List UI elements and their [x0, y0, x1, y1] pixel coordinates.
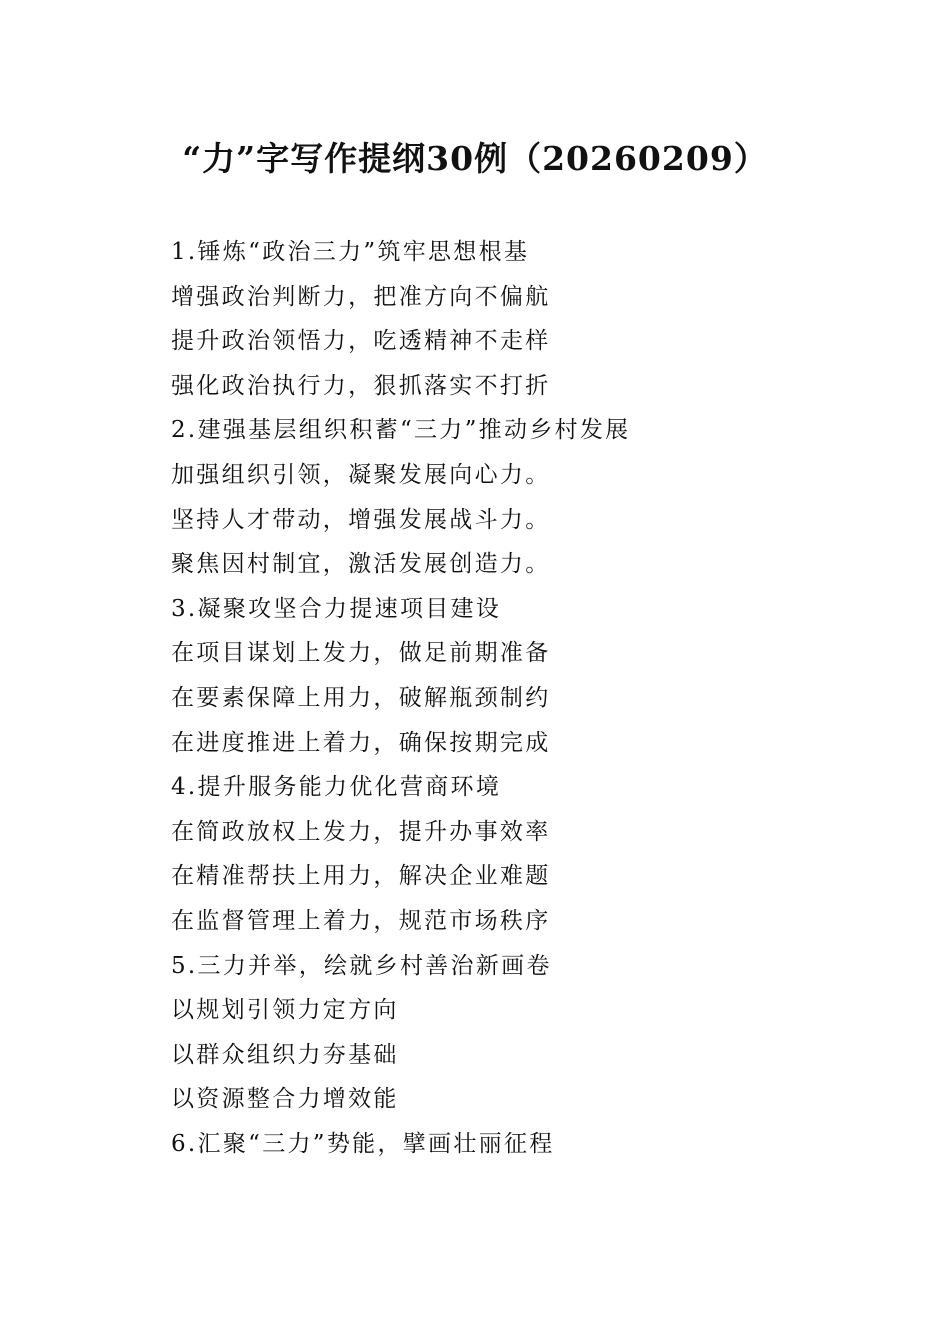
- outline-item: 在简政放权上发力，提升办事效率: [171, 818, 551, 845]
- outline-item: 在进度推进上着力，确保按期完成: [171, 729, 551, 756]
- outline-heading-4: 4.提升服务能力优化营商环境: [171, 774, 502, 801]
- outline-list: [171, 230, 911, 1166]
- outline-item: 加强组织引领，凝聚发展向心力。: [171, 461, 551, 488]
- outline-item: 强化政治执行力，狠抓落实不打折: [171, 372, 551, 399]
- outline-heading-5: 5.三力并举，绘就乡村善治新画卷: [171, 952, 552, 979]
- outline-item: 以群众组织力夯基础: [171, 1041, 399, 1068]
- outline-item: 在项目谋划上发力，做足前期准备: [171, 640, 551, 667]
- outline-item: 在监督管理上着力，规范市场秩序: [171, 907, 551, 934]
- document-title: “力”字写作提纲30例（20260209）: [182, 139, 768, 178]
- outline-item: 以资源整合力增效能: [171, 1086, 399, 1113]
- outline-item: 提升政治领悟力，吃透精神不走样: [171, 328, 551, 355]
- outline-heading-2: 2.建强基层组织积蓄“三力”推动乡村发展: [171, 417, 631, 444]
- outline-item: 坚持人才带动，增强发展战斗力。: [171, 506, 551, 533]
- outline-item: 以规划引领力定方向: [171, 997, 399, 1024]
- outline-heading-3: 3.凝聚攻坚合力提速项目建设: [171, 595, 502, 622]
- outline-item: 聚焦因村制宜，激活发展创造力。: [171, 551, 551, 578]
- outline-item: 在要素保障上用力，破解瓶颈制约: [171, 684, 551, 711]
- outline-item: 增强政治判断力，把准方向不偏航: [171, 283, 551, 310]
- outline-heading-1: 1.锤炼“政治三力”筑牢思想根基: [171, 239, 530, 265]
- outline-item: 在精准帮扶上用力，解决企业难题: [171, 863, 551, 890]
- outline-heading-6: 6.汇聚“三力”势能，擘画壮丽征程: [171, 1130, 555, 1157]
